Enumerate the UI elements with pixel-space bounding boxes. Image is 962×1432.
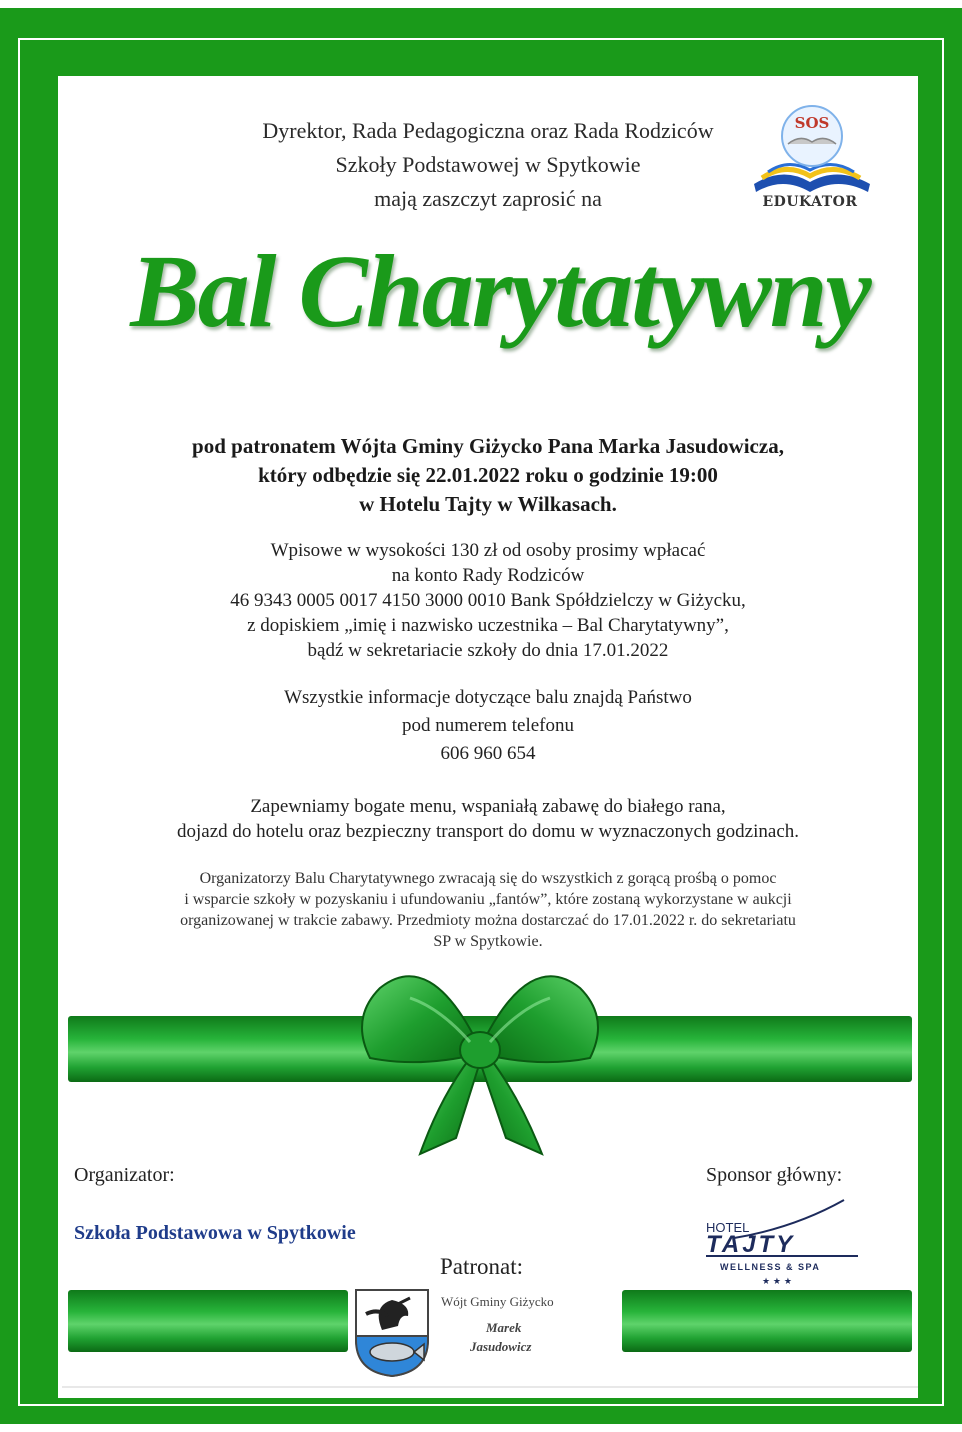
svg-text:SOS: SOS	[794, 114, 830, 132]
note-line: i wsparcie szkoły w pozyskaniu i ufundowaniu „fantów”, które zostaną wykorzystane w aukcji	[184, 891, 792, 908]
phone-number: 606 960 654	[440, 743, 536, 764]
sponsor-label: Sponsor główny:	[706, 1164, 843, 1186]
fees-line: 46 9343 0005 0017 4150 3000 0010 Bank Spółdzielczy w Giżycku,	[230, 590, 746, 611]
invitation-header	[150, 114, 826, 216]
note-line: SP w Spytkowie.	[433, 933, 543, 950]
patronage-line: w Hotelu Tajty w Wilkasach.	[359, 492, 617, 516]
organizers-note	[100, 868, 876, 952]
note-line: Organizatorzy Balu Charytatywnego zwracają się do wszystkich z gorącą prośbą o pomoc	[199, 870, 777, 887]
info-line: pod numerem telefonu	[401, 715, 574, 736]
paper-bottom-edge	[62, 1386, 918, 1388]
sos-edukator-logo	[748, 96, 878, 216]
menu-line: Zapewniamy bogate menu, wspaniałą zabawę do białego rana,	[250, 796, 726, 817]
organizer-name: Szkoła Podstawowa w Spytkowie	[74, 1222, 356, 1244]
green-ribbon-bottom-left	[68, 1290, 348, 1352]
logo-caption: EDUKATOR	[762, 194, 858, 210]
event-title: Bal Charytatywny	[130, 234, 870, 349]
fees-line: bądź w sekretariacie szkoły do dnia 17.01.2022	[307, 640, 669, 661]
header-line: mają zaszczyt zaprosić na	[374, 186, 602, 211]
patronage-line: pod patronatem Wójta Gminy Giżycko Pana Marka Jasudowicza,	[192, 434, 784, 458]
menu-line: dojazd do hotelu oraz bezpieczny transport do domu w wyznaczonych godzinach.	[176, 821, 800, 842]
svg-text:HOTEL: HOTEL	[706, 1220, 750, 1235]
green-ribbon-bottom-right	[622, 1290, 912, 1352]
svg-text:WELLNESS & SPA: WELLNESS & SPA	[720, 1262, 821, 1272]
signature-line: Jasudowicz	[470, 1339, 532, 1354]
header-line: Dyrektor, Rada Pedagogiczna oraz Rada Rodziców	[262, 118, 714, 143]
signature-line: Marek	[486, 1320, 522, 1335]
patron-role: Wójt Gminy Giżycko	[441, 1294, 554, 1309]
fees-block	[100, 538, 876, 663]
info-block	[100, 684, 876, 768]
organizer-label: Organizator:	[74, 1164, 175, 1186]
cormorant-fish-crest-icon	[352, 1286, 432, 1378]
fees-line: na konto Rady Rodziców	[391, 565, 585, 586]
fees-line: z dopiskiem „imię i nazwisko uczestnika – Bal Charytatywny”,	[247, 615, 729, 636]
patronat-label: Patronat:	[440, 1254, 524, 1279]
fees-line: Wpisowe w wysokości 130 zł od osoby prosimy wpłacać	[270, 540, 706, 561]
info-line: Wszystkie informacje dotyczące balu znajdą Państwo	[284, 687, 692, 708]
header-line: Szkoły Podstawowej w Spytkowie	[335, 152, 641, 177]
patronage-line: który odbędzie się 22.01.2022 roku o godzinie 19:00	[258, 463, 718, 487]
svg-text:★ ★ ★: ★ ★ ★	[762, 1277, 792, 1287]
svg-text:TAJTY: TAJTY	[706, 1231, 796, 1258]
note-line: organizowanej w trakcie zabawy. Przedmioty można dostarczać do 17.01.2022 r. do sekretariatu	[180, 912, 796, 929]
patronage-block	[100, 432, 876, 519]
green-bow-icon	[310, 958, 650, 1158]
patron-signature	[466, 1318, 556, 1356]
menu-block	[100, 794, 876, 844]
hotel-tajty-logo	[704, 1198, 864, 1288]
handshake-book-icon	[748, 96, 878, 196]
